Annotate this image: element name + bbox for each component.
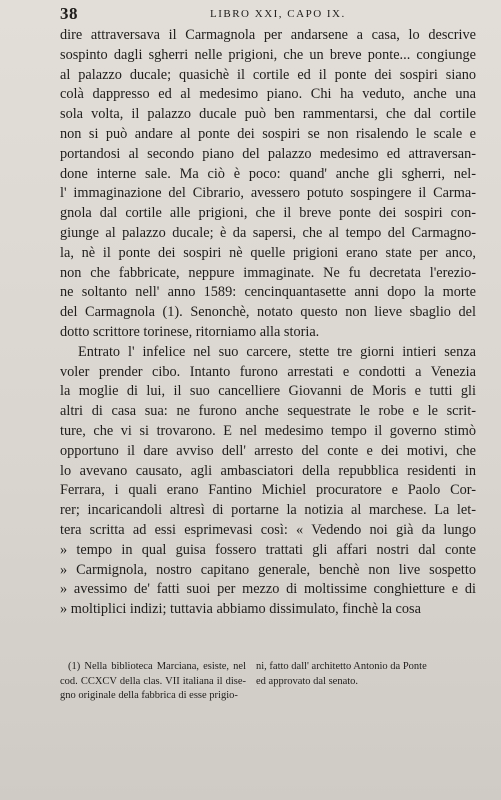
text-line: del Carmagnola (1). Senonchè, notato questo non lieve sbaglio del (60, 304, 476, 321)
text-line: lo avevano causato, agli ambasciatori della repubblica residenti in (60, 462, 476, 479)
text-line: rer; incaricandoli altresì di portarne la notizia al marchese. La let- (60, 502, 476, 519)
text-line: » moltiplici indizi; tuttavia abbiamo dissimulato, finchè la cosa (60, 601, 421, 618)
text-line: l' immaginazione del Cibrario, avessero potuto sospingere il Carma- (60, 185, 476, 202)
footnote-line: ed approvato dal senato. (256, 675, 359, 687)
text-line: portandosi al secondo piano del palazzo medesimo ed attraversan- (60, 145, 476, 162)
text-line: ture, che vi si trovarono. E nel medesimo tempo il governo stimò (60, 422, 476, 439)
text-line: Entrato l' infelice nel suo carcere, stette tre giorni intieri senza (78, 343, 476, 360)
text-line: la moglie di lui, il suo cancelliere Giovanni de Moris e tutti gli (60, 383, 476, 400)
text-line: giunge al palazzo ducale; è da sapersi, che al tempo del Carmagno- (60, 224, 476, 241)
text-line: al palazzo ducale; quasichè il cortile ed il ponte dei sospiri siano (60, 66, 476, 83)
page-header (60, 4, 480, 28)
footnote-line: ni, fatto dall' architetto Antonio da Ponte (256, 661, 427, 672)
text-line: altri di casa sua: ne furono anche sequestrate le robe e le scrit- (60, 403, 476, 420)
text-line: sospinto dagli sgherri nelle prigioni, che un breve ponte... congiunge (60, 46, 476, 63)
text-line: colà dappresso ed al medesimo piano. Chi ha veduto, anche una (60, 86, 476, 103)
body-text (60, 26, 476, 620)
text-line: opportuno il dare avviso dell' arresto del conte e dei motivi, che (60, 442, 476, 459)
text-line: non che fabbricate, neppure immaginate. Ne fu decretata l'erezio- (60, 264, 476, 281)
text-line: non si può andare al ponte dei sospiri se non risalendo le scale e (60, 125, 476, 142)
text-line: la, nè il ponte dei sospiri nè quelle prigioni erano state per anco, (60, 244, 476, 261)
footnote-line: (1) Nella biblioteca Marciana, esiste, nel (68, 661, 246, 672)
text-line: Ferrara, i quali erano Fantino Michiel procuratore e Paolo Cor- (60, 482, 476, 499)
running-head: LIBRO XXI, CAPO IX. (210, 8, 346, 20)
text-line: gnola dal cortile alle prigioni, che il breve ponte dei sospiri con- (60, 205, 476, 222)
text-line: sola volta, il palazzo ducale può ben rammentarsi, che dal cortile (60, 106, 476, 123)
footnote-line: cod. CCXCV della clas. VII italiana il dise- (60, 675, 246, 687)
text-line: » avessimo de' fatti suoi per mezzo di moltissime conghietture e di (60, 581, 476, 598)
text-line: ne soltanto nell' anno 1589: cencinquantasette anni dopo la morte (60, 284, 476, 301)
text-line: dire attraversava il Carmagnola per andarsene a casa, lo descrive (60, 27, 476, 43)
text-line: tera scritta ad essi esprimevasi così: « Vedendo noi già da lungo (60, 521, 476, 538)
text-line: dotto scrittore torinese, ritorniamo alla storia. (60, 323, 320, 340)
page-number: 38 (60, 4, 78, 23)
footnote-left-column (60, 660, 246, 704)
footnote-right-column (256, 660, 476, 689)
text-line: » tempo in qual guisa fossero trattati gli affari nostri dal conte (60, 541, 476, 558)
footnote-line: gno originale della fabbrica di esse prigio- (60, 690, 238, 701)
text-line: voler prender cibo. Intanto furono arrestati e condotti a Venezia (60, 363, 476, 380)
text-line: done interne sale. Ma ciò è poco: quand' anche gli sgherri, nel- (60, 165, 476, 182)
text-line: » Carmignola, nostro capitano generale, benchè non live sospetto (60, 561, 476, 578)
